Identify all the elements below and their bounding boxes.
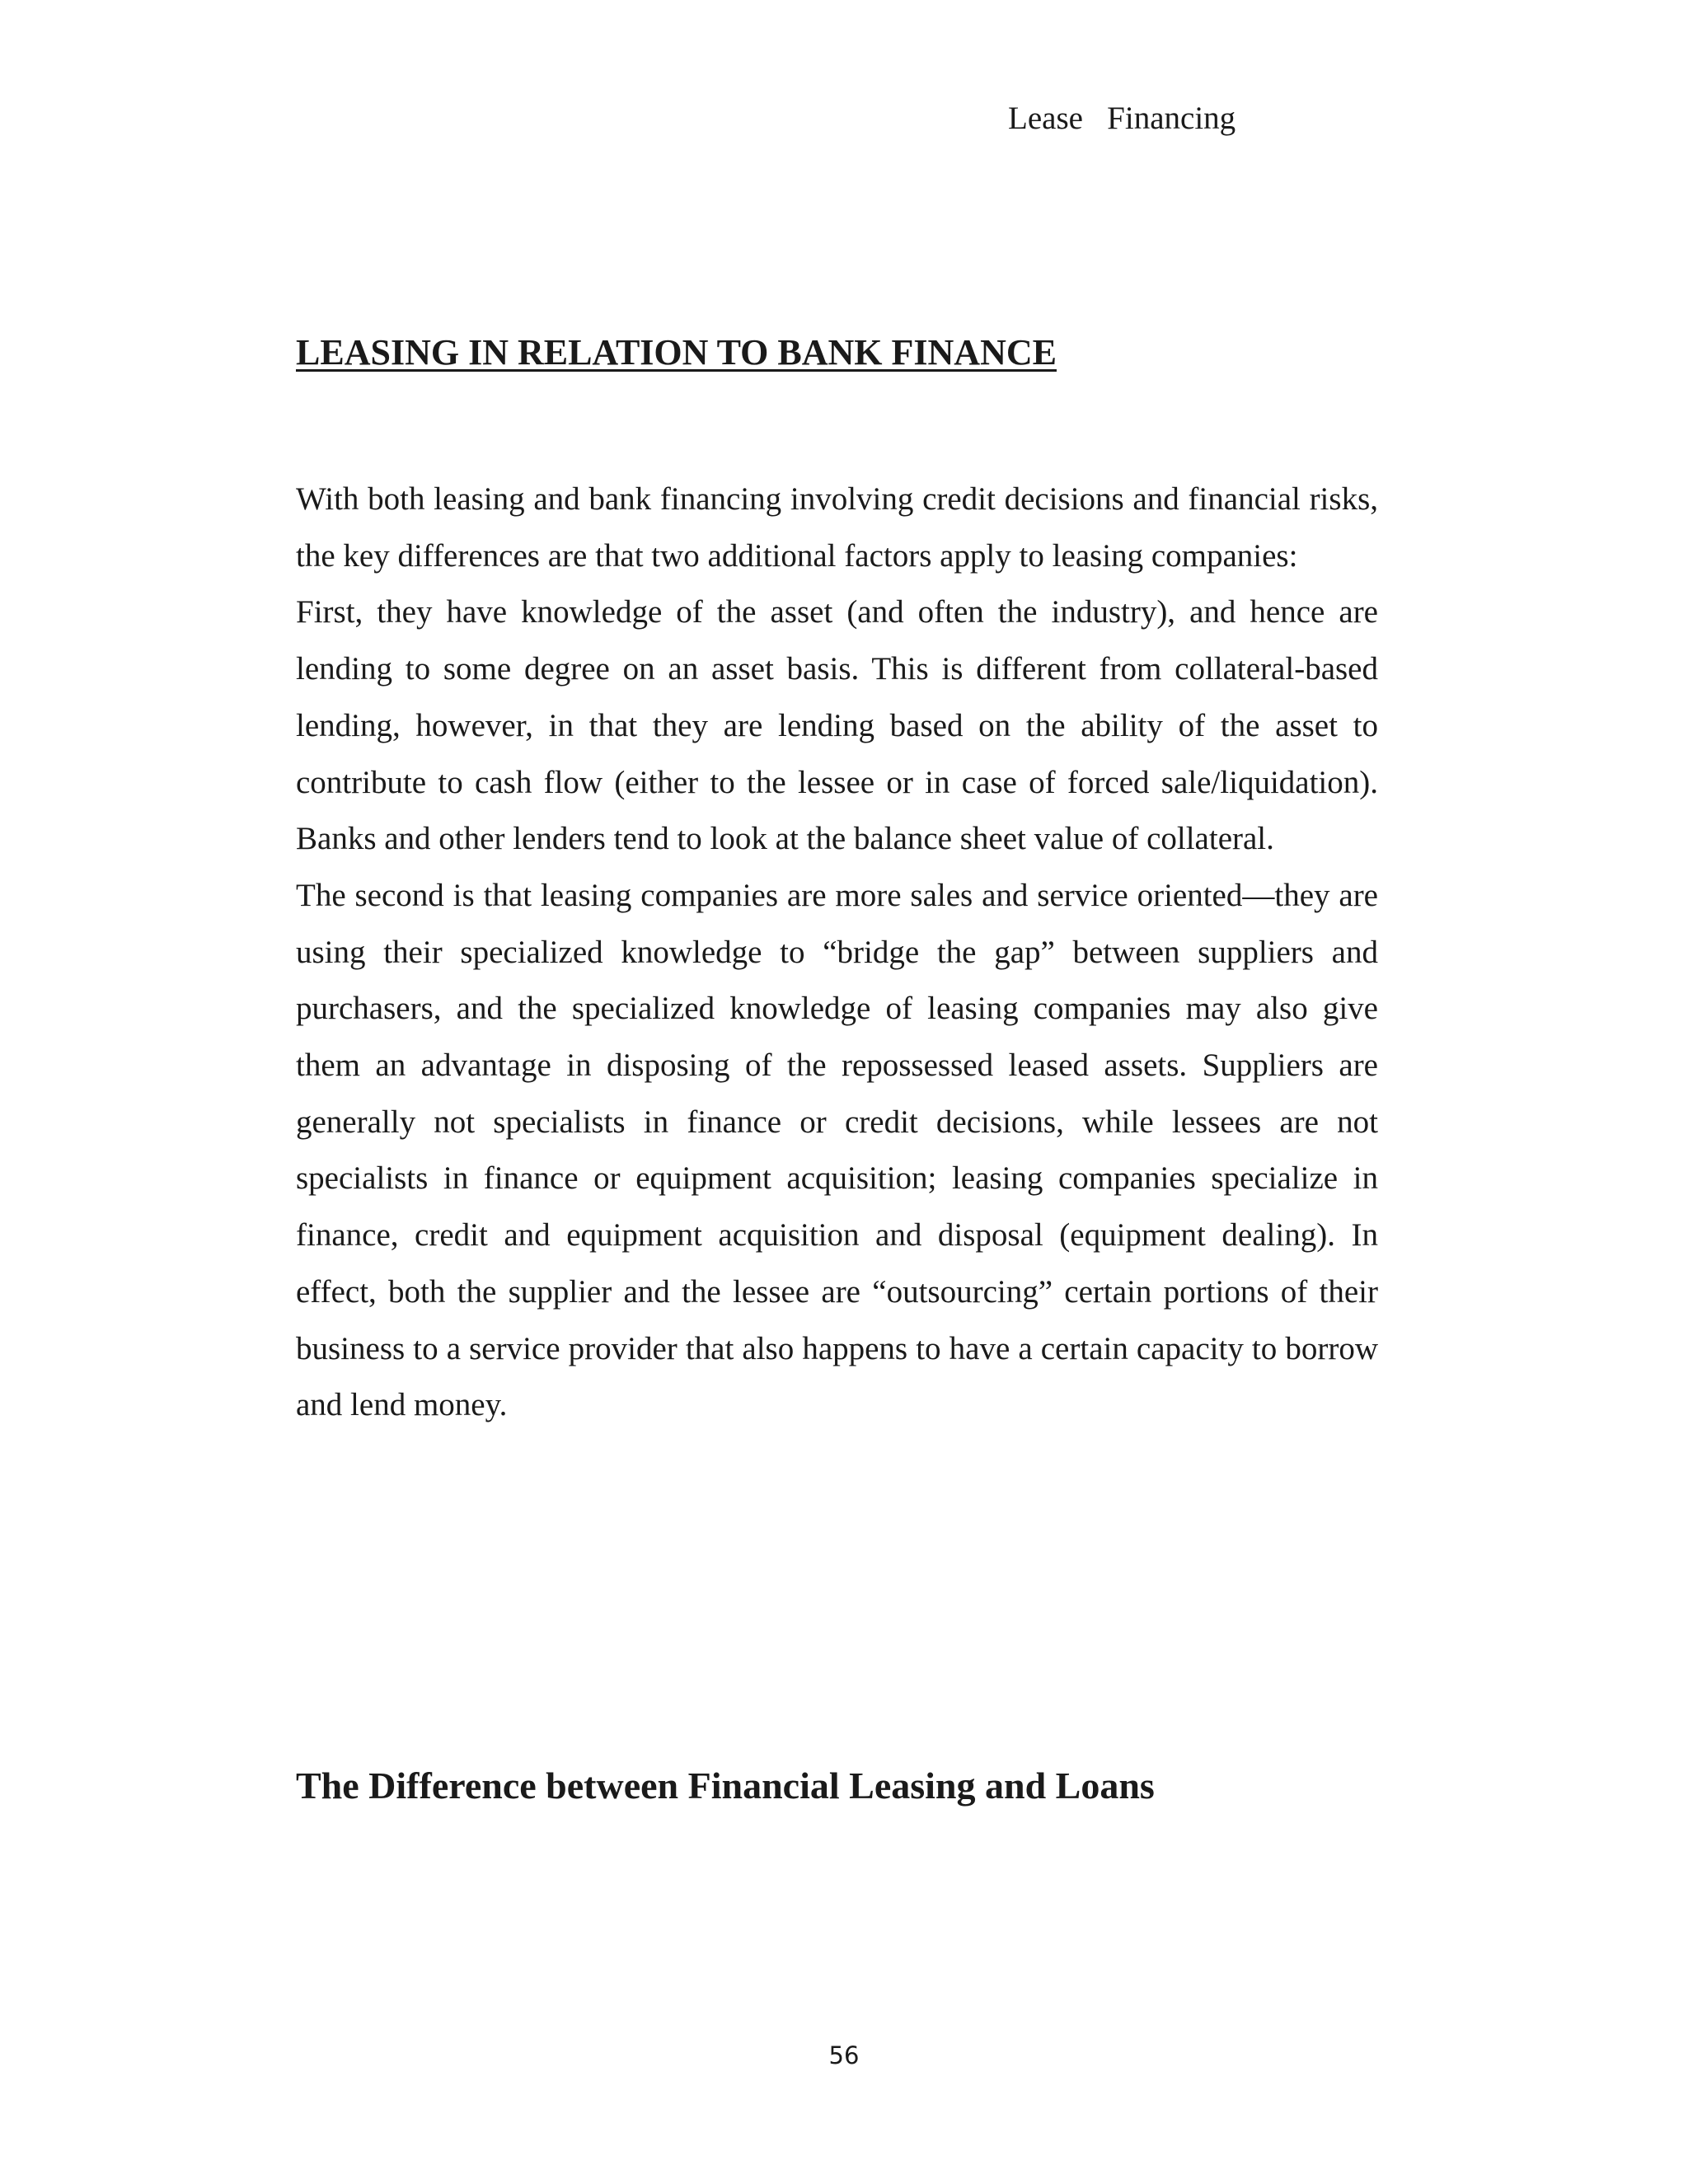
body-paragraph: First, they have knowledge of the asset (and often the industry), and hence are lending to some degree on an asset basis. This is different from collateral-based lending, however, in that they are lending based on the ability of the asset to contribute to cash flow (either to the lessee or in case of forced sale/liquidation). Banks and other lenders tend to look at the balance sheet value of collateral. bbox=[296, 594, 1378, 857]
running-header: Lease Financing bbox=[1008, 101, 1236, 136]
subsection-title: The Difference between Financial Leasing and Loans bbox=[296, 1765, 1155, 1807]
section-title: LEASING IN RELATION TO BANK FINANCE bbox=[296, 332, 1057, 373]
body-paragraph: With both leasing and bank financing involving credit decisions and financial risks, the key differences are that two additional factors apply to leasing companies: bbox=[296, 481, 1378, 574]
body-paragraph: The second is that leasing companies are more sales and service oriented—they are using their specialized knowledge to “bridge the gap” between suppliers and purchasers, and the specialized knowledge of leasing companies may also give them an advantage in disposing of the repossessed leased assets. Suppliers are generally not specialists in finance or credit decisions, while lessees are not specialists in finance or equipment acquisition; leasing companies specialize in finance, credit and equipment acquisition and disposal (equipment dealing). In effect, both the supplier and the lessee are “outsourcing” certain portions of their business to a service provider that also happens to have a certain capacity to borrow and lend money. bbox=[296, 877, 1378, 1423]
section-body bbox=[296, 471, 1378, 1434]
page-number: 56 bbox=[828, 2041, 860, 2069]
